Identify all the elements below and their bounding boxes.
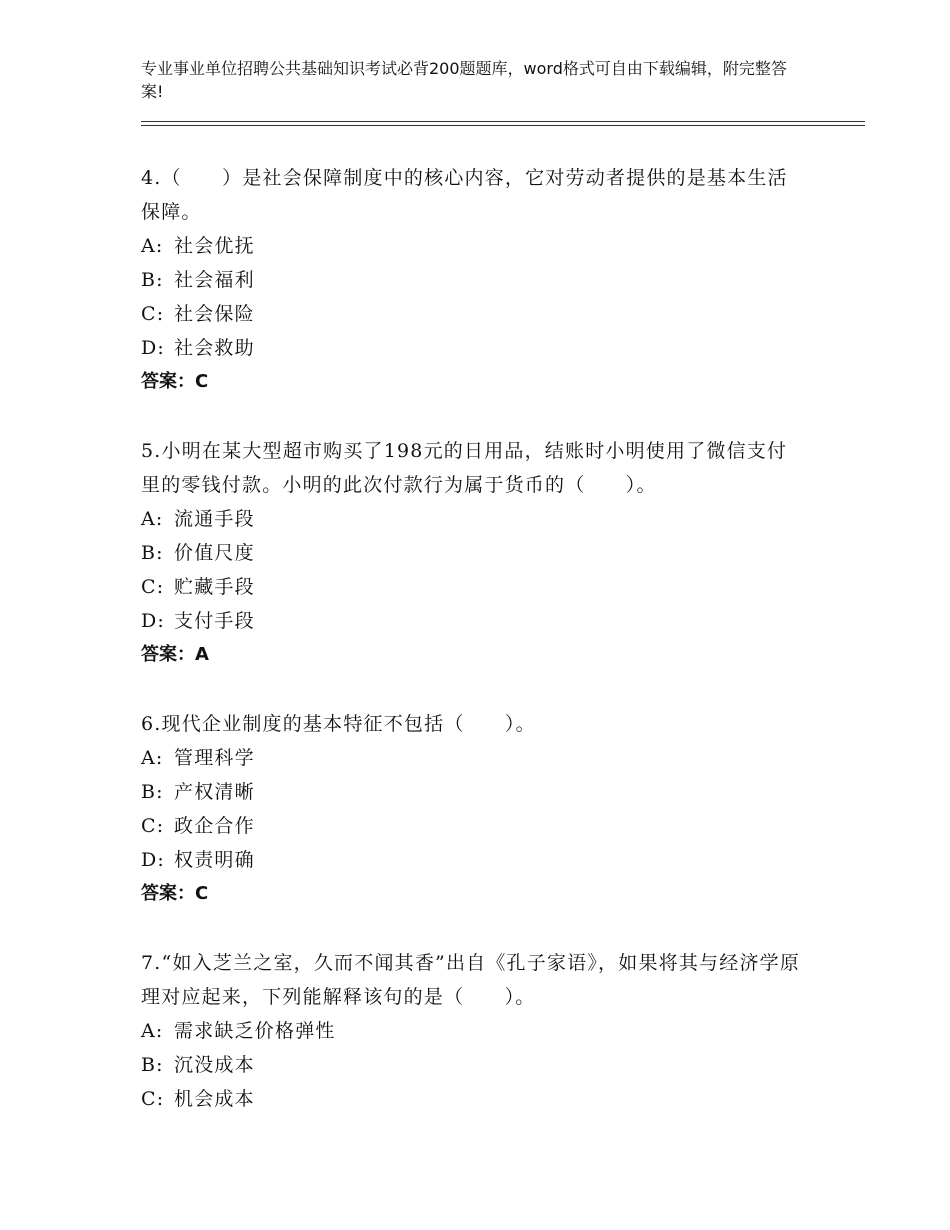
option-a bbox=[141, 741, 801, 775]
question-6 bbox=[141, 707, 801, 911]
option-letter: D: bbox=[141, 849, 166, 871]
option-letter: B: bbox=[141, 781, 164, 803]
option-letter: C: bbox=[141, 1088, 165, 1110]
option-c bbox=[141, 1082, 801, 1116]
answer-line: 答案：A bbox=[141, 644, 209, 665]
option-b bbox=[141, 1048, 801, 1082]
option-letter: B: bbox=[141, 1054, 164, 1076]
question-5 bbox=[141, 434, 801, 672]
option-letter: C: bbox=[141, 815, 165, 837]
question-stem: 5.小明在某大型超市购买了198元的日用品，结账时小明使用了微信支付里的零钱付款。小明的此次付款行为属于货币的（ ）。 bbox=[141, 440, 788, 496]
header-divider-line bbox=[141, 121, 865, 122]
option-c bbox=[141, 809, 801, 843]
option-letter: B: bbox=[141, 542, 164, 564]
option-letter: D: bbox=[141, 337, 166, 359]
option-text: 社会福利 bbox=[174, 269, 255, 291]
question-stem: 4.（ ）是社会保障制度中的核心内容，它对劳动者提供的是基本生活保障。 bbox=[141, 167, 788, 223]
option-a bbox=[141, 502, 801, 536]
option-letter: C: bbox=[141, 576, 165, 598]
option-b bbox=[141, 775, 801, 809]
option-c bbox=[141, 297, 801, 331]
option-d bbox=[141, 331, 801, 365]
option-text: 需求缺乏价格弹性 bbox=[174, 1020, 336, 1042]
option-text: 价值尺度 bbox=[174, 542, 255, 564]
option-letter: C: bbox=[141, 303, 165, 325]
option-text: 政企合作 bbox=[174, 815, 255, 837]
question-stem: 6.现代企业制度的基本特征不包括（ ）。 bbox=[141, 713, 536, 735]
option-text: 贮藏手段 bbox=[174, 576, 255, 598]
option-text: 权责明确 bbox=[174, 849, 255, 871]
answer-line: 答案：C bbox=[141, 371, 209, 392]
header-divider-line-double bbox=[141, 125, 865, 126]
option-text: 产权清晰 bbox=[174, 781, 255, 803]
option-text: 沉没成本 bbox=[174, 1054, 255, 1076]
option-text: 管理科学 bbox=[174, 747, 255, 769]
option-letter: A: bbox=[141, 1020, 164, 1042]
question-7 bbox=[141, 946, 801, 1116]
option-text: 支付手段 bbox=[174, 610, 255, 632]
option-text: 社会救助 bbox=[174, 337, 255, 359]
option-b bbox=[141, 263, 801, 297]
option-d bbox=[141, 843, 801, 877]
option-a bbox=[141, 1014, 801, 1048]
option-letter: D: bbox=[141, 610, 166, 632]
question-stem: 7.“如入芝兰之室，久而不闻其香”出自《孔子家语》，如果将其与经济学原理对应起来，下列能解释该句的是（ ）。 bbox=[141, 952, 801, 1008]
option-text: 社会优抚 bbox=[174, 235, 255, 257]
option-letter: A: bbox=[141, 508, 164, 530]
page-header: 专业事业单位招聘公共基础知识考试必背200题题库，word格式可自由下载编辑，附完整答案! bbox=[141, 59, 787, 101]
answer-line: 答案：C bbox=[141, 883, 209, 904]
option-a bbox=[141, 229, 801, 263]
option-text: 机会成本 bbox=[174, 1088, 255, 1110]
option-letter: B: bbox=[141, 269, 164, 291]
option-letter: A: bbox=[141, 747, 164, 769]
option-text: 社会保险 bbox=[174, 303, 255, 325]
question-4 bbox=[141, 161, 801, 399]
option-letter: A: bbox=[141, 235, 164, 257]
option-c bbox=[141, 570, 801, 604]
option-text: 流通手段 bbox=[174, 508, 255, 530]
option-b bbox=[141, 536, 801, 570]
option-d bbox=[141, 604, 801, 638]
